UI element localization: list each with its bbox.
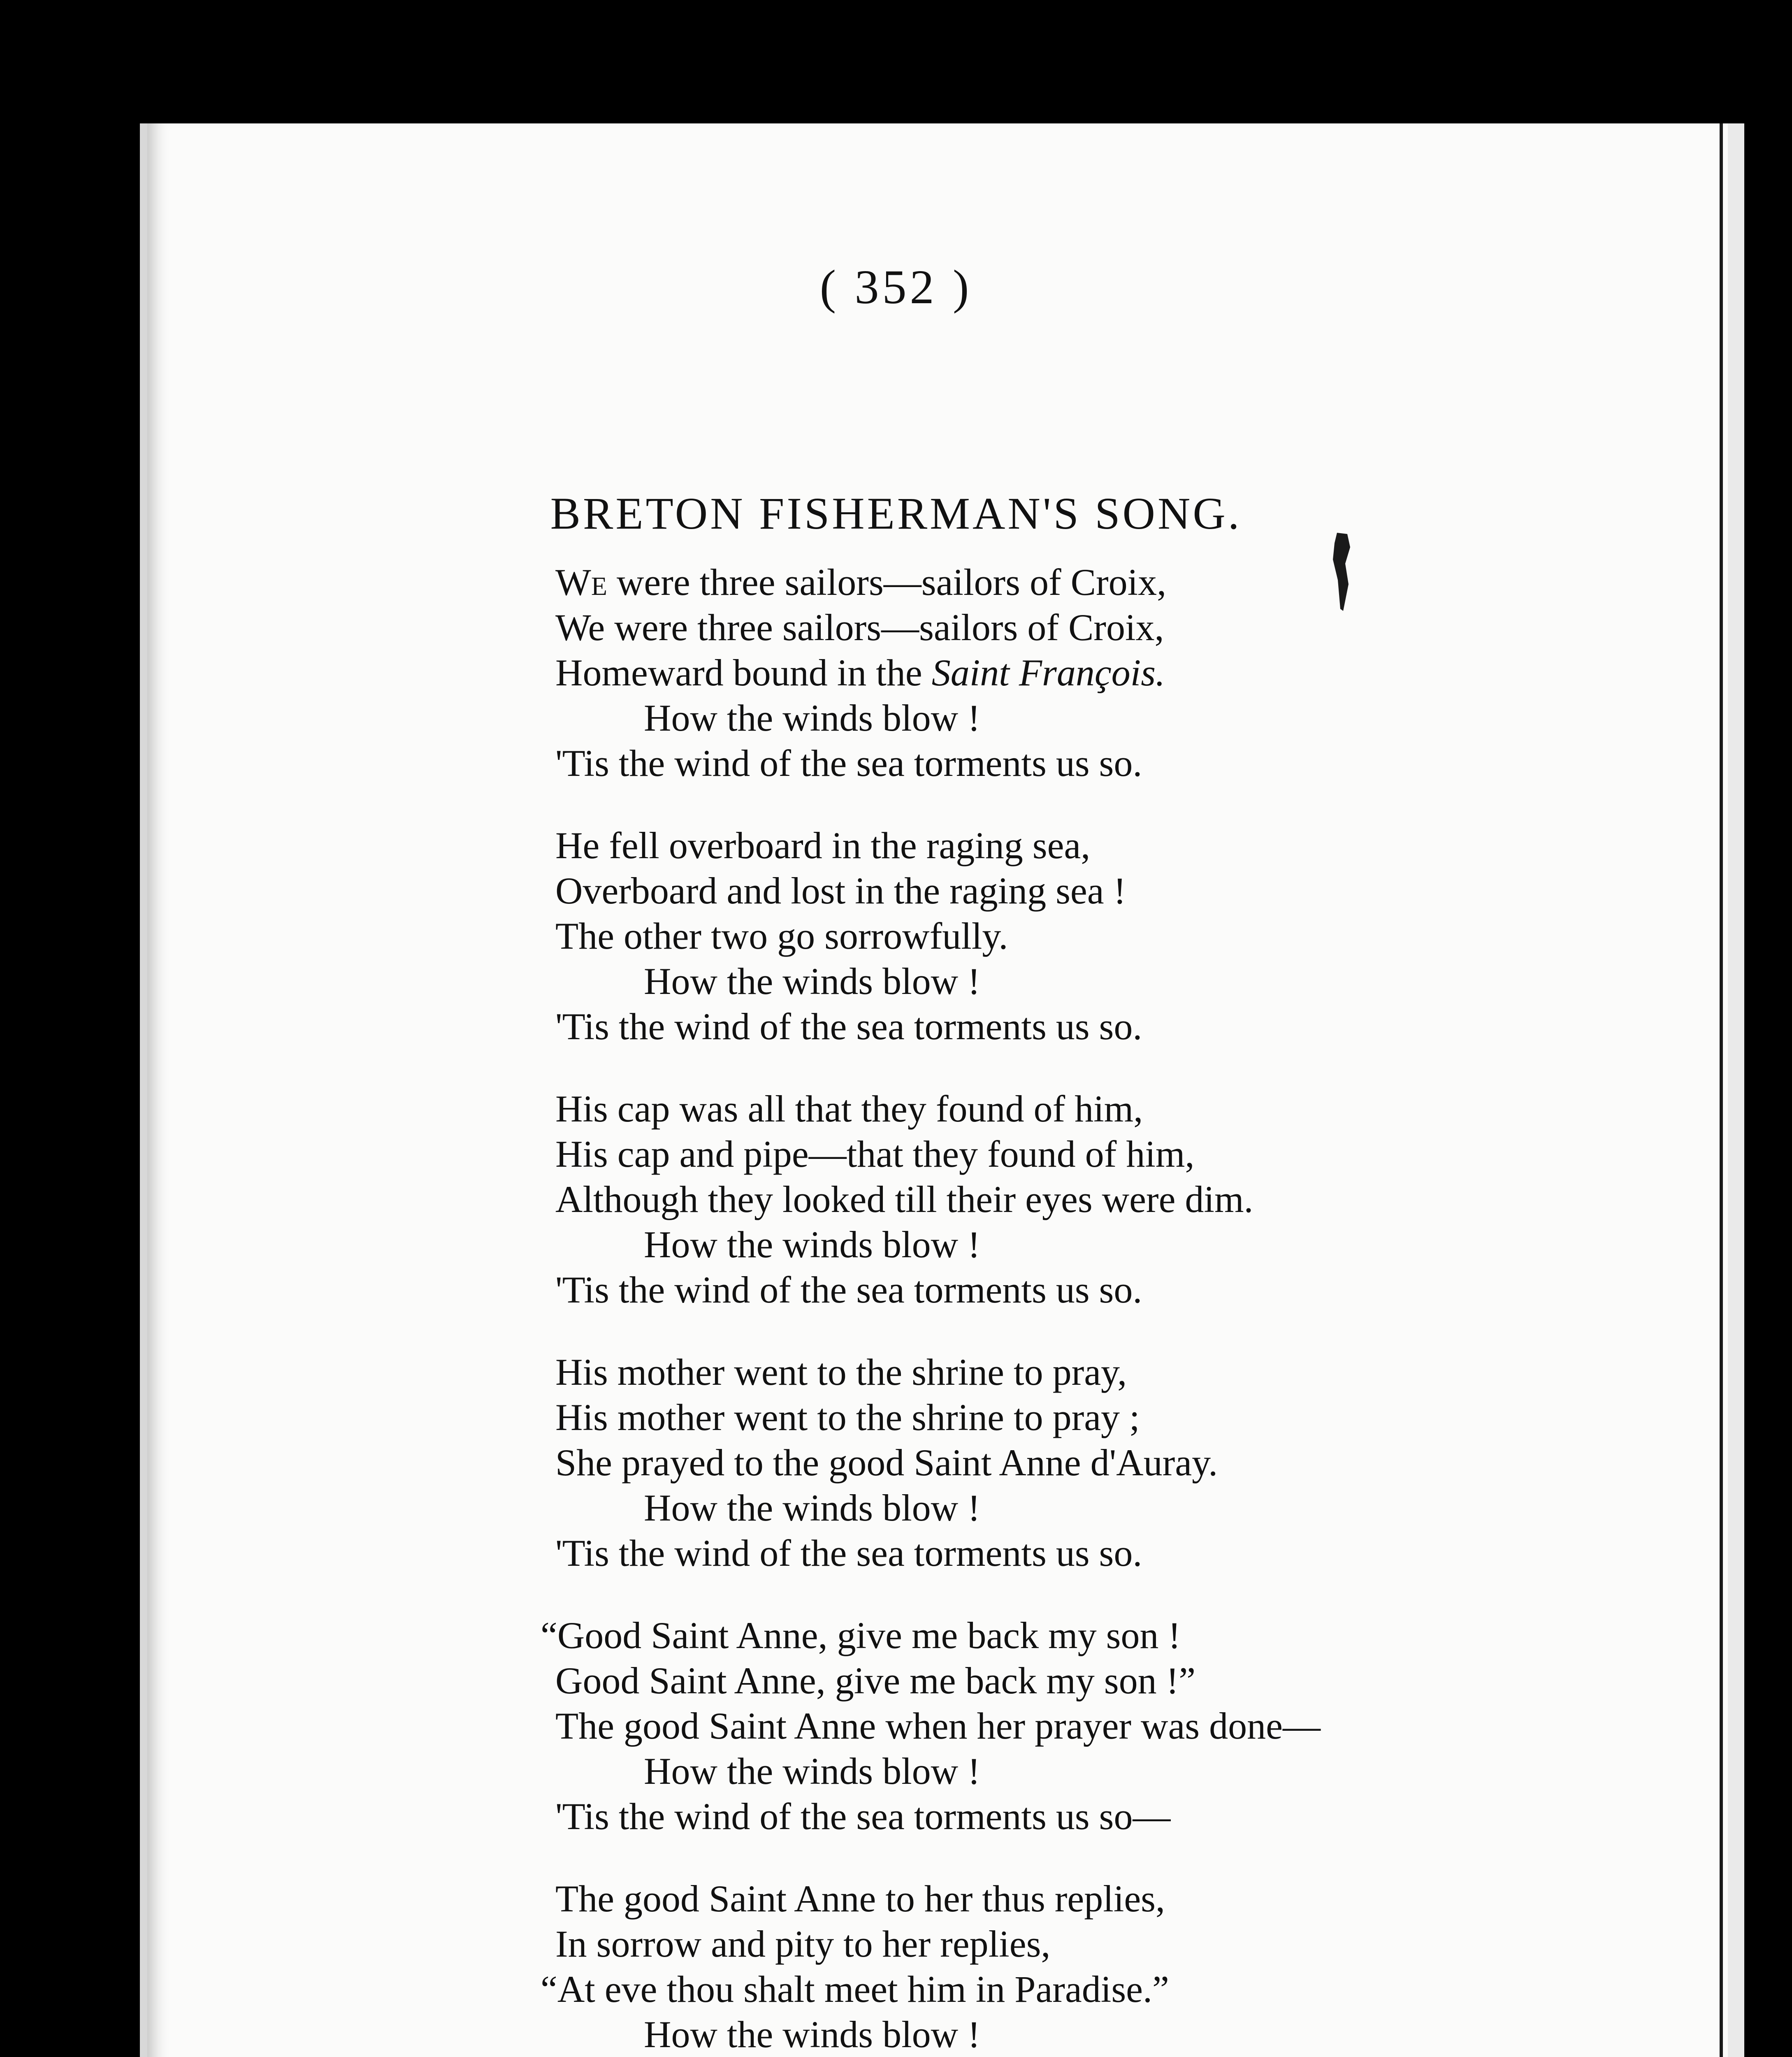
- ship-name: Saint François.: [931, 652, 1165, 694]
- line-text: Homeward bound in the: [555, 652, 932, 694]
- poem-line: Overboard and lost in the raging sea !: [555, 870, 1126, 912]
- drop-word: We: [555, 561, 607, 603]
- poem-line: His mother went to the shrine to pray ;: [555, 1396, 1140, 1438]
- refrain-line: How the winds blow !: [644, 2013, 980, 2055]
- poem-line: [555, 650, 1666, 695]
- poem-line: “At eve thou shalt meet him in Paradise.”: [541, 1968, 1169, 2010]
- page-number: ( 352 ): [819, 260, 973, 314]
- poem-body: [541, 560, 1666, 2057]
- stanza-2: [555, 823, 1666, 1049]
- poem-line: “Good Saint Anne, give me back my son !: [541, 1614, 1181, 1656]
- poem-line: [555, 560, 1666, 605]
- gutter-shadow: [1720, 123, 1723, 2057]
- poem-line: She prayed to the good Saint Anne d'Auray.: [555, 1442, 1218, 1484]
- refrain-line: 'Tis the wind of the sea torments us so.: [555, 1269, 1142, 1311]
- poem-line: His cap and pipe—that they found of him,: [555, 1133, 1195, 1175]
- stanza-5: [541, 1613, 1666, 1839]
- poem-line: We were three sailors—sailors of Croix,: [555, 606, 1164, 648]
- refrain-line: 'Tis the wind of the sea torments us so.: [555, 742, 1142, 784]
- poem-line: Good Saint Anne, give me back my son !”: [555, 1660, 1196, 1702]
- refrain-line: 'Tis the wind of the sea torments us so.: [555, 1532, 1142, 1574]
- refrain-line: How the winds blow !: [644, 697, 980, 739]
- stanza-6: [541, 1876, 1666, 2057]
- stanza-3: [555, 1086, 1666, 1312]
- poem-line: Although they looked till their eyes were dim.: [555, 1178, 1253, 1220]
- page-edge: [1728, 123, 1744, 2057]
- poem-line: The other two go sorrowfully.: [555, 915, 1008, 957]
- poem-title: BRETON FISHERMAN'S SONG.: [550, 488, 1242, 539]
- poem-line: He fell overboard in the raging sea,: [555, 824, 1091, 866]
- poem-line: The good Saint Anne when her prayer was done—: [555, 1705, 1321, 1747]
- refrain-line: 'Tis the wind of the sea torments us so—: [555, 1795, 1171, 1837]
- poem-line: His mother went to the shrine to pray,: [555, 1351, 1127, 1393]
- refrain-line: How the winds blow !: [644, 960, 980, 1002]
- refrain-line: How the winds blow !: [644, 1487, 980, 1529]
- refrain-line: How the winds blow !: [644, 1224, 980, 1265]
- stanza-1: [555, 560, 1666, 786]
- poem-line: In sorrow and pity to her replies,: [555, 1923, 1051, 1965]
- refrain-line: 'Tis the wind of the sea torments us so.: [555, 1005, 1142, 1047]
- poem-line: The good Saint Anne to her thus replies,: [555, 1878, 1165, 1920]
- refrain-line: How the winds blow !: [644, 1750, 980, 1792]
- poem-line: His cap was all that they found of him,: [555, 1088, 1143, 1130]
- stanza-4: [555, 1349, 1666, 1576]
- line-text: were three sailors—sailors of Croix,: [607, 561, 1167, 603]
